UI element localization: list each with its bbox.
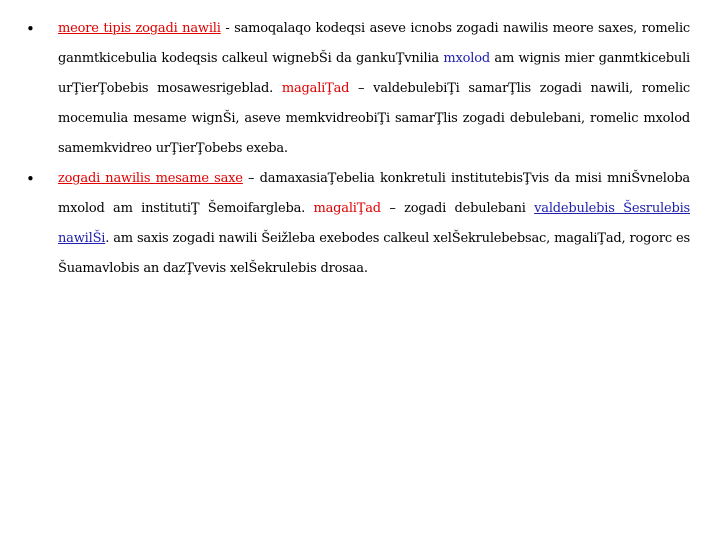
example-label: magaliŢad (281, 81, 350, 96)
emphasis-link-text: valdebulebis Šesrulebis nawilŠi (58, 201, 690, 246)
example-label: magaliŢad (313, 201, 381, 216)
body-text: – zogadi debulebani (380, 201, 535, 216)
bullet-marker: • (26, 20, 35, 38)
body-text: – valdebulebiŢi samarŢlis zogadi nawili, romelic mocemulia mesame wignŠi, aseve memkvidreobiŢi samarŢlis zogadi debulebani, romelic mxolod samemkvidreo urŢierŢobebs exeba. (58, 81, 690, 156)
bullet-item-1 (0, 14, 720, 164)
emphasis-text: mxolod (443, 51, 490, 66)
body-text: am wignis mier ganmtkicebuli urŢierŢobebis mosawesrigeblad. (58, 51, 690, 96)
body-text: - samoqalaqo kodeqsi aseve icnobs zogadi nawilis meore saxes, romelic ganmtkicebulia kodeqsis calkeul wignebŠi da gankuŢvnilia (58, 21, 690, 66)
term-heading: zogadi nawilis mesame saxe (58, 171, 243, 186)
bullet-list (0, 14, 720, 284)
bullet-marker: • (26, 170, 35, 188)
body-text: . am saxis zogadi nawili Šeižleba exebodes calkeul xelŠekrulebebsac, magaliŢad, rogorc es Šuamavlobis an dazŢvevis xelŠekrulebis drosaa. (58, 231, 690, 276)
term-heading: meore tipis zogadi nawili (58, 21, 221, 36)
body-text: – damaxasiaŢebelia konkretuli institutebisŢvis da misi mniŠvneloba mxolod am institutiŢ Šemoifargleba. (58, 171, 690, 216)
bullet-item-2 (0, 164, 720, 284)
